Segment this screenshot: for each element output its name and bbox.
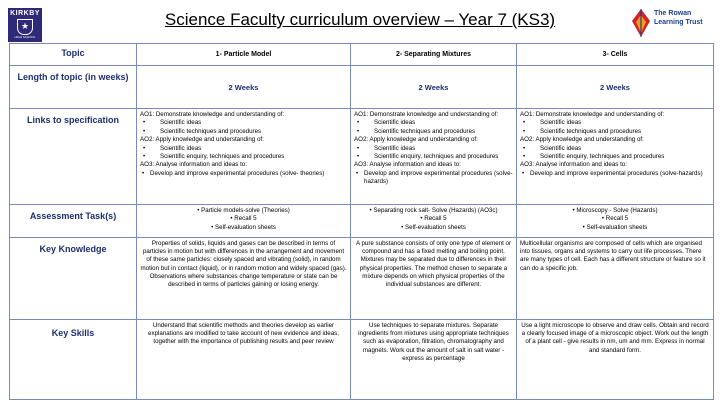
trust-line1: The Rowan bbox=[654, 10, 692, 17]
skills-cell-1: Understand that scientific methods and theories develop as earlier explanations are modified to take account of new evidence and ideas, together with the importance of publishing results and peer review bbox=[137, 320, 351, 400]
spec-cell-2 bbox=[351, 109, 517, 205]
logo-sub: HIGH SCHOOL bbox=[14, 35, 36, 39]
topic-row bbox=[10, 44, 714, 66]
assess-1-line: • Recall 5 bbox=[230, 215, 257, 223]
skills-cell-3: Use a light microscope to observe and draw cells. Obtain and record a clearly focused image of a microscopic object. Work out the length of a plant cell - give results in nm, um and mm. Express in normal and standard form. bbox=[517, 320, 714, 400]
curriculum-table bbox=[9, 43, 714, 400]
rowan-trust-logo bbox=[628, 5, 716, 41]
skills-label: Key Skills bbox=[10, 320, 137, 400]
assess-3-line: • Recall 5 bbox=[601, 215, 629, 223]
assess-3-line: • Self-evaluation sheets bbox=[582, 223, 648, 231]
spec-line: AO3: Analyse information and ideas to: bbox=[354, 161, 461, 169]
assess-cell-3 bbox=[517, 205, 714, 238]
length-label: Length of topic (in weeks) bbox=[10, 66, 137, 109]
spec-cell-1 bbox=[137, 109, 351, 205]
spec-cell-3 bbox=[517, 109, 714, 205]
spec-line: AO2: Apply knowledge and understanding of: bbox=[520, 136, 644, 144]
topic-label: Topic bbox=[10, 44, 137, 66]
spec-line: • Scientific ideas bbox=[520, 119, 710, 127]
knowledge-cell-3: Multicellular organisms are composed of cells which are organised into tissues, organs and systems to carry out life processes. There are many types of cell. Each has a different structure or feature so it can do a specific job. bbox=[517, 238, 714, 320]
spec-label: Links to specification bbox=[10, 109, 137, 205]
length-1: 2 Weeks bbox=[137, 66, 351, 109]
knowledge-row bbox=[10, 238, 714, 320]
skills-cell-2: Use techniques to separate mixtures. Separate ingredients from mixtures using appropriate techniques such as evaporation, filtration, chromatography and magnets. Work out the amount of salt in salt water - express as percentage bbox=[351, 320, 517, 400]
spec-line: AO2: Apply knowledge and understanding of: bbox=[354, 136, 478, 144]
spec-line: AO3: Analyse information and ideas to: bbox=[520, 161, 627, 169]
length-row bbox=[10, 66, 714, 109]
assess-2-line: • Recall 5 bbox=[420, 215, 447, 223]
spec-line: • Scientific techniques and procedures bbox=[520, 128, 710, 136]
spec-line: • Scientific ideas bbox=[140, 145, 347, 153]
spec-line: • Scientific techniques and procedures bbox=[140, 128, 347, 136]
page-title: Science Faculty curriculum overview – Year 7 (KS3) bbox=[164, 10, 556, 29]
spec-line: • Scientific enquiry, techniques and procedures bbox=[520, 153, 710, 161]
assess-label: Assessment Task(s) bbox=[10, 205, 137, 238]
crest-icon: ★ bbox=[17, 19, 33, 35]
spec-line: AO1: Demonstrate knowledge and understanding of: bbox=[140, 111, 285, 118]
knowledge-label: Key Knowledge bbox=[10, 238, 137, 320]
spec-line: • Scientific enquiry, techniques and procedures bbox=[354, 153, 513, 161]
topic-1: 1- Particle Model bbox=[137, 44, 351, 66]
spec-line: • Scientific ideas bbox=[354, 119, 513, 127]
length-3: 2 Weeks bbox=[517, 66, 714, 109]
spec-row bbox=[10, 109, 714, 205]
spec-line: AO1: Demonstrate knowledge and understanding of: bbox=[520, 111, 665, 118]
spec-line: • Scientific ideas bbox=[520, 145, 710, 153]
rowan-leaf-icon bbox=[628, 7, 654, 39]
assess-1-line: • Particle models-solve (Theories) bbox=[197, 207, 290, 214]
topic-2: 2- Separating Mixtures bbox=[351, 44, 517, 66]
assessment-row bbox=[10, 205, 714, 238]
knowledge-cell-1: Properties of solids, liquids and gases can be described in terms of particles in motion but with differences in the arrangement and movement of these same particles: closely spaced and vibrating (solid), in random motion but in contact (liquid), or in random motion and widely spaced (gas). Observations where substances change temperature or state can be described in terms of particles gaining or losing energy. bbox=[137, 238, 351, 320]
length-2: 2 Weeks bbox=[351, 66, 517, 109]
assess-2-line: • Self-evaluation sheets bbox=[401, 223, 466, 231]
spec-line: • Develop and improve experimental procedures (solve-hazards) bbox=[520, 170, 710, 178]
spec-line: AO1: Demonstrate knowledge and understanding of: bbox=[354, 111, 499, 118]
trust-name bbox=[654, 9, 703, 27]
assess-2-line: • Separating rock salt- Solve (Hazards) (AO3c) bbox=[369, 207, 498, 214]
spec-line: AO3: Analyse information and ideas to: bbox=[140, 161, 247, 169]
spec-line: • Scientific ideas bbox=[354, 145, 513, 153]
assess-cell-2 bbox=[351, 205, 517, 238]
spec-line: AO2: Apply knowledge and understanding of: bbox=[140, 136, 264, 144]
spec-line: • Develop and improve experimental procedures (solve- theories) bbox=[140, 170, 347, 178]
trust-line2: Learning Trust bbox=[654, 19, 703, 26]
assess-3-line: • Microscopy - Solve (Hazards) bbox=[572, 207, 658, 214]
spec-line: • Scientific ideas bbox=[140, 119, 347, 127]
topic-3: 3- Cells bbox=[517, 44, 714, 66]
skills-row bbox=[10, 320, 714, 400]
spec-line: • Scientific enquiry, techniques and procedures bbox=[140, 153, 347, 161]
knowledge-cell-2: A pure substance consists of only one type of element or compound and has a fixed melting and boiling point. Mixtures may be separated due to differences in their physical properties. The method chosen to separate a mixture depends on which physical properties of the individual substances are different. bbox=[351, 238, 517, 320]
spec-line: • Develop and improve experimental procedures (solve- hazards) bbox=[354, 170, 513, 187]
logo-name: KIRKBY bbox=[10, 10, 40, 17]
spec-line: • Scientific techniques and procedures bbox=[354, 128, 513, 136]
assess-cell-1 bbox=[137, 205, 351, 238]
assess-1-line: • Self-evaluation sheets bbox=[211, 223, 276, 231]
